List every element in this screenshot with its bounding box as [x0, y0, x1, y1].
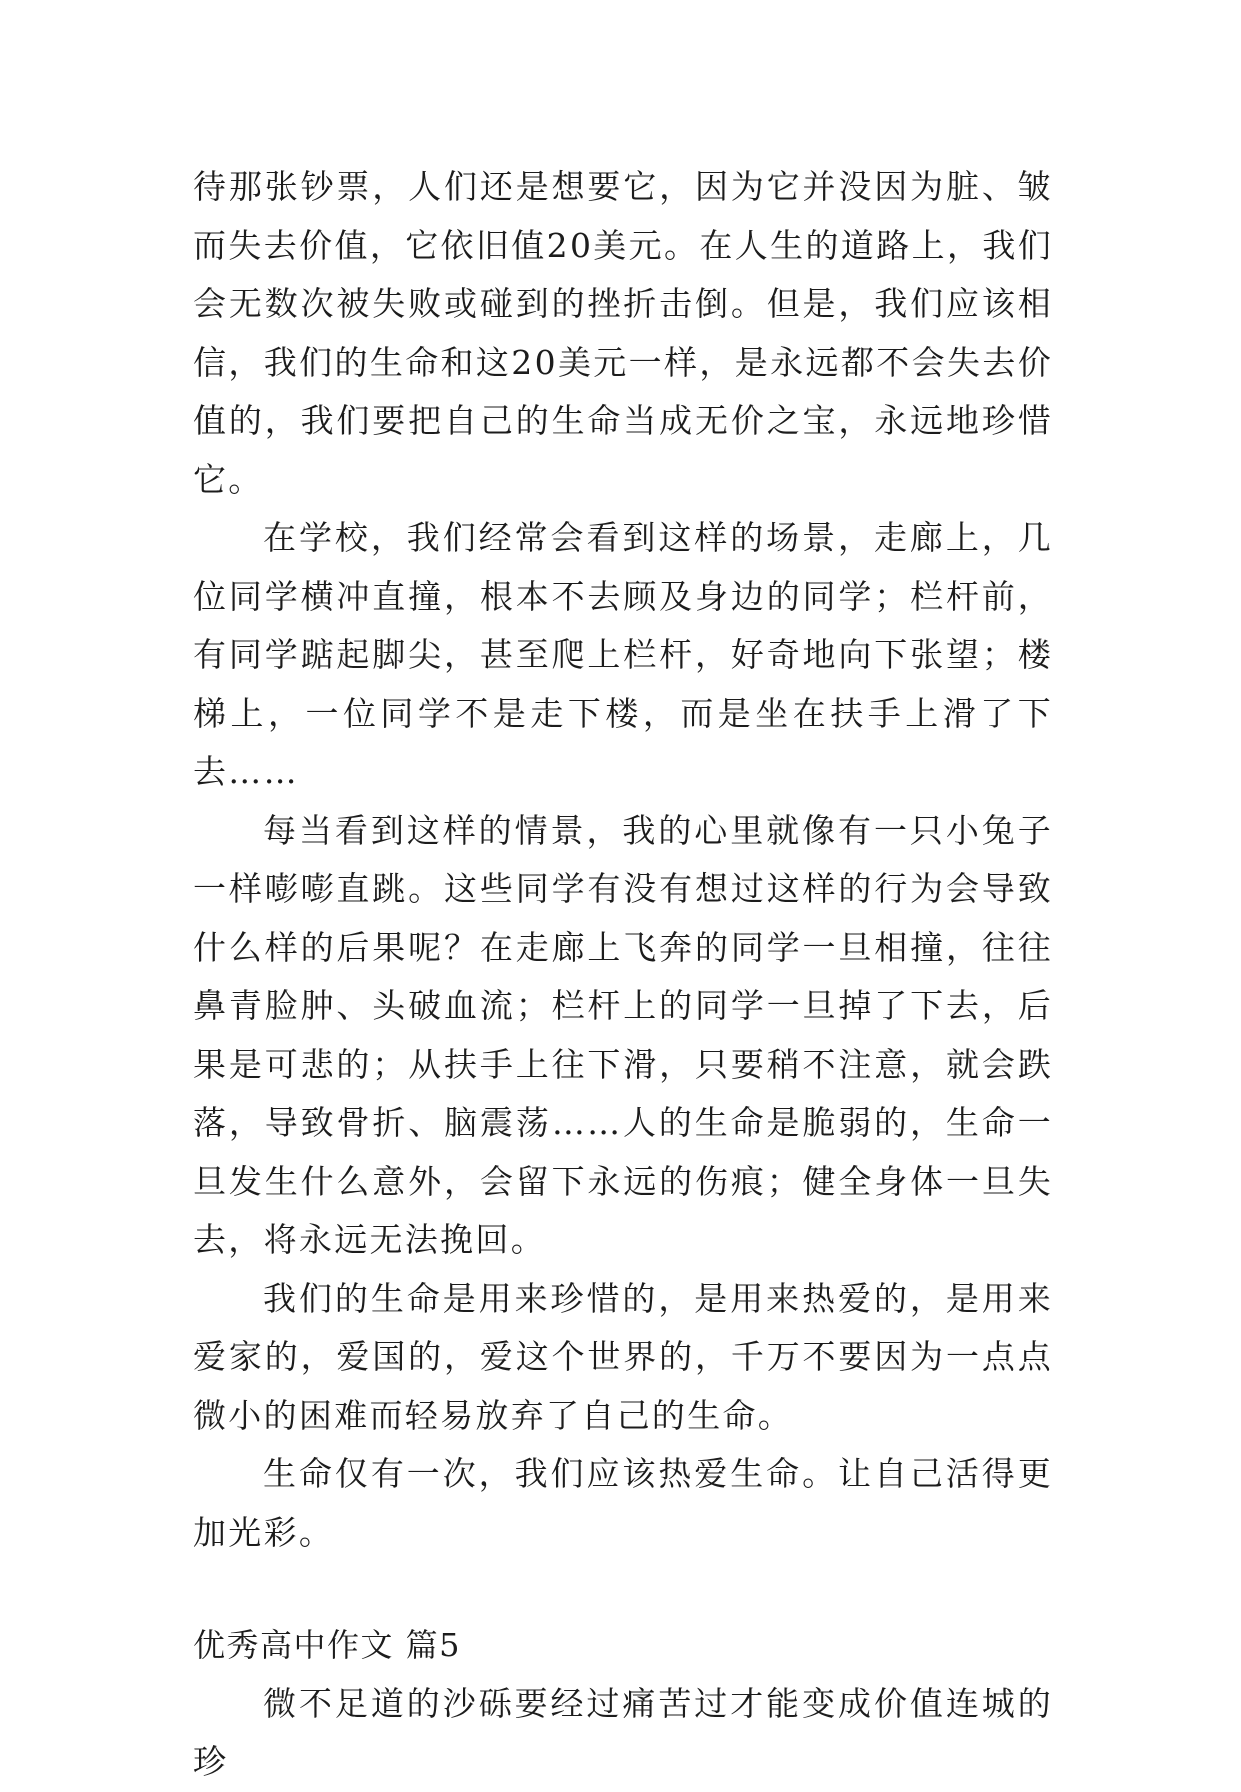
section-title: 优秀高中作文 篇5 [193, 1626, 462, 1664]
paragraph-1: 待那张钞票，人们还是想要它，因为它并没因为脏、皱而失去价值，它依旧值20美元。在人生的道路上，我们会无数次被失败或碰到的挫折击倒。但是，我们应该相信，我们的生命和这20美元一样，是永远都不会失去价值的，我们要把自己的生命当成无价之宝，永远地珍惜它。 [193, 167, 1053, 499]
paragraph-2: 在学校，我们经常会看到这样的场景，走廊上，几位同学横冲直撞，根本不去顾及身边的同学；栏杆前，有同学踮起脚尖，甚至爬上栏杆，好奇地向下张望；楼梯上，一位同学不是走下楼，而是坐在扶手上滑了下去…… [193, 518, 1053, 791]
paragraph-4: 我们的生命是用来珍惜的，是用来热爱的，是用来爱家的，爱国的，爱这个世界的，千万不要因为一点点微小的困难而轻易放弃了自己的生命。 [193, 1278, 1053, 1435]
paragraph-6: 微不足道的沙砾要经过痛苦过才能变成价值连城的珍 [193, 1683, 1053, 1781]
article-body [193, 158, 1053, 1792]
paragraph-5: 生命仅有一次，我们应该热爱生命。让自己活得更加光彩。 [193, 1454, 1053, 1552]
paragraph-3: 每当看到这样的情景，我的心里就像有一只小兔子一样嘭嘭直跳。这些同学有没有想过这样的行为会导致什么样的后果呢？在走廊上飞奔的同学一旦相撞，往往鼻青脸肿、头破血流；栏杆上的同学一旦掉了下去，后果是可悲的；从扶手上往下滑，只要稍不注意，就会跌落，导致骨折、脑震荡……人的生命是脆弱的，生命一旦发生什么意外，会留下永远的伤痕；健全身体一旦失去，将永远无法挽回。 [193, 810, 1053, 1259]
